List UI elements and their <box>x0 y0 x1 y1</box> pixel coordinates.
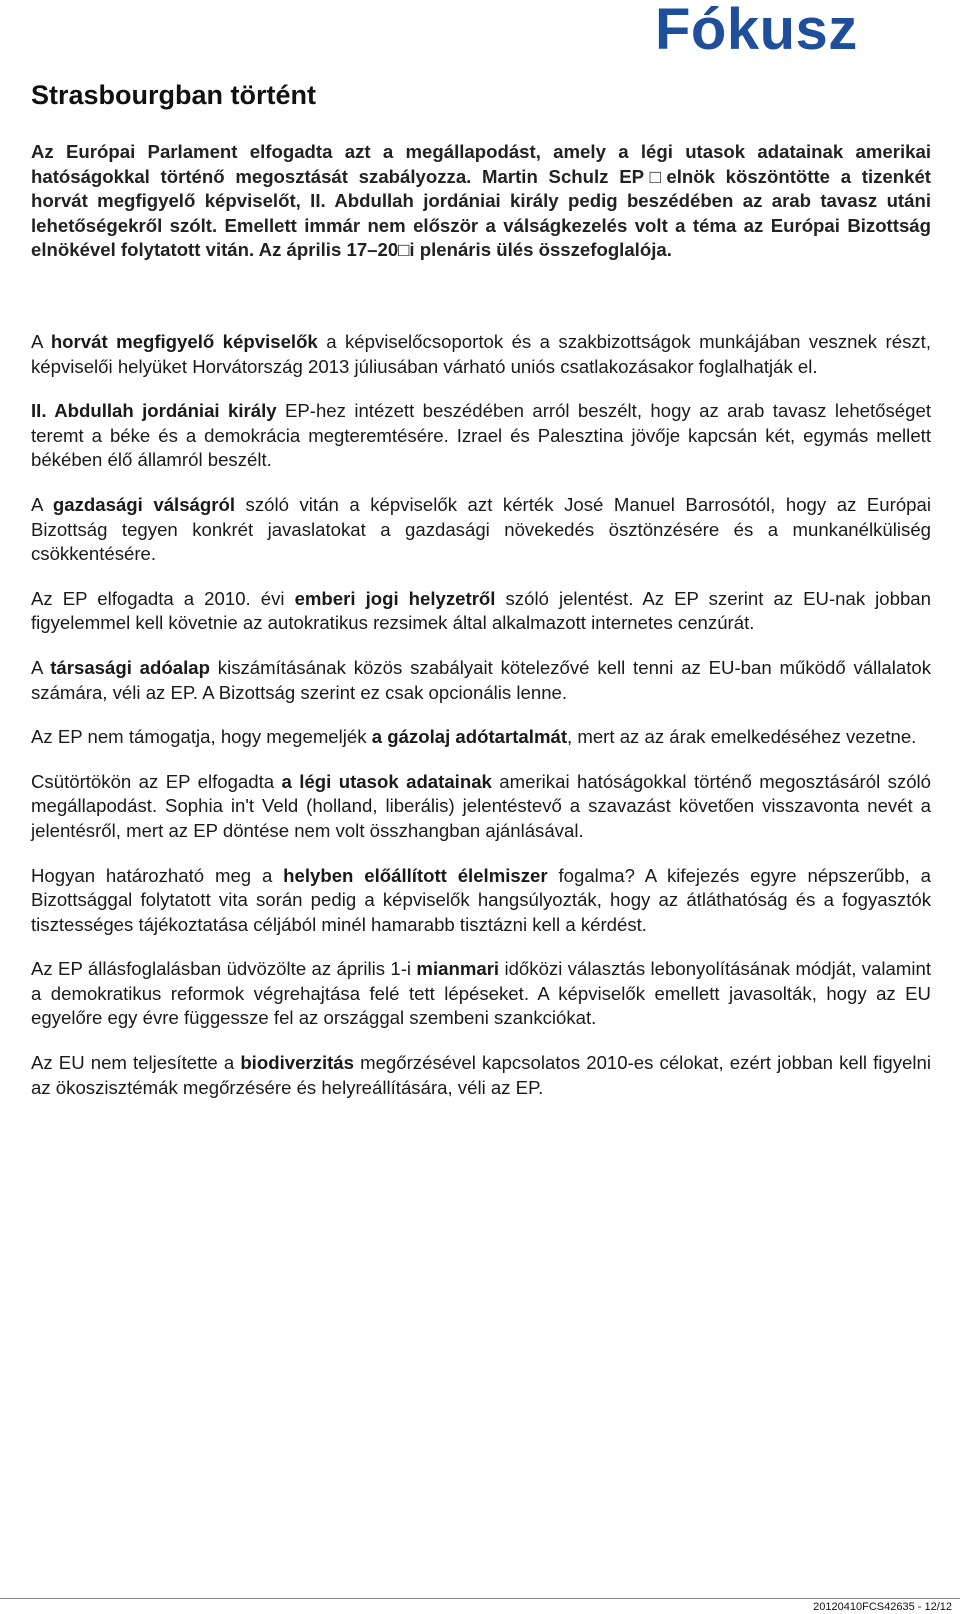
paragraph-jordan-king <box>31 399 931 473</box>
lead-paragraph: Az Európai Parlament elfogadta azt a megállapodást, amely a légi utasok adatainak amerikai hatóságokkal történő megosztását szabályozza. Martin Schulz EP□elnök köszöntötte a tizenkét horvát megfigyelő képviselőt, II. Abdullah jordániai király pedig beszédében az arab tavasz utáni lehetőségekről szólt. Emellett immár nem először a válságkezelés volt a téma az Európai Bizottság elnökével folytatott vitán. Az április 17–20□i plenáris ülés összefoglalója. <box>31 141 931 261</box>
paragraph-text: A <box>31 331 51 352</box>
paragraph-highlight: helyben előállított élelmiszer <box>283 864 548 886</box>
paragraph-text: szóló jelentést. Az EP szerint az EU-nak jobban figyelemmel kell követnie az autokratikus rezsimek által alkalmazott internetes cenzúrát. <box>31 587 931 634</box>
footer-reference: 20120410FCS42635 - 12/12 <box>813 1601 952 1613</box>
paragraph-text: amerikai hatóságokkal történő megosztásáról szóló megállapodást. Sophia in't Veld (holland, liberális) jelentéstevő a szavazást követően visszavonta nevét a jelentésről, mert az EP döntése nem volt összhangban ajánlásával. <box>31 770 932 841</box>
paragraph-text: megőrzésével kapcsolatos 2010-es célokat, ezért jobban kell figyelni az ökoszisztémák megőrzésére és helyreállítására, véli az EP. <box>31 1052 931 1098</box>
paragraph-economic-crisis <box>31 493 931 567</box>
paragraph-corporate-tax <box>31 656 931 705</box>
paragraph-diesel-tax <box>31 725 931 750</box>
paragraph-text: Az EP állásfoglalásban üdvözölte az április 1-i <box>31 958 417 980</box>
brand-title: Fókusz <box>655 0 858 62</box>
paragraph-highlight: emberi jogi helyzetről <box>294 587 496 609</box>
paragraph-highlight: gazdasági válságról <box>52 493 236 515</box>
paragraph-text: fogalma? A kifejezés egyre népszerűbb, a Bizottsággal folytatott vita során pedig a képviselők hangsúlyozták, hogy az átláthatóság és a fogyasztók tisztességes tájékoztatása céljából minél hamarabb tisztázni kell a kérdést. <box>31 864 931 935</box>
paragraph-text: Csütörtökön az EP elfogadta <box>31 770 282 792</box>
paragraph-text: kiszámításának közös szabályait kötelezővé kell tenni az EU-ban működő vállalatok számára, véli az EP. A Bizottság szerint ez csak opcionális lenne. <box>31 656 932 703</box>
paragraph-text: , mert az az árak emelkedéséhez vezetne. <box>567 726 917 748</box>
paragraph-local-food <box>31 864 931 938</box>
paragraph-text: Az EU nem teljesítette a <box>31 1052 241 1074</box>
paragraph-text: A <box>31 656 51 678</box>
paragraph-text: Hogyan határozható meg a <box>31 864 284 886</box>
paragraph-text: Az EP elfogadta a 2010. évi <box>31 587 295 609</box>
page-title: Strasbourgban történt <box>31 80 317 110</box>
paragraph-human-rights <box>31 587 931 636</box>
paragraph-text: A <box>31 493 53 515</box>
article-body <box>31 330 931 1120</box>
paragraph-passenger-data <box>31 770 931 844</box>
paragraph-text: szóló vitán a képviselők azt kérték José Manuel Barrosótól, hogy az Európai Bizottság tegyen konkrét javaslatokat a gazdasági növekedés ösztönzésére és a munkanélküliség csökkentésére. <box>31 493 931 565</box>
paragraph-highlight: társasági adóalap <box>50 656 210 678</box>
paragraph-highlight: a gázolaj adótartalmát <box>371 726 568 748</box>
paragraph-myanmar <box>31 957 931 1031</box>
paragraph-croatian-observers <box>31 330 931 379</box>
paragraph-text: Az EP nem támogatja, hogy megemeljék <box>31 726 372 748</box>
footer-divider <box>0 1598 960 1599</box>
paragraph-text: a képviselőcsoportok és a szakbizottságok munkájában vesznek részt, képviselői helyüket Horvátország 2013 júliusában várható uniós csatlakozásakor foglalhatják el. <box>31 331 932 377</box>
paragraph-highlight: mianmari <box>416 958 500 980</box>
paragraph-highlight: a légi utasok adatainak <box>281 770 492 792</box>
paragraph-highlight: biodiverzitás <box>240 1052 354 1074</box>
paragraph-text: időközi választás lebonyolításának módját, valamint a demokratikus reformok végrehajtása felé tett lépéseket. A képviselők emellett javasolták, hogy az EU egyelőre egy évre függessze fel az országgal szembeni szankciókat. <box>31 958 932 1029</box>
paragraph-text: EP-hez intézett beszédében arról beszélt, hogy az arab tavasz lehetőséget teremt a béke és a demokrácia megteremtésére. Izrael és Palesztina jövője kapcsán két, egymás mellett békében élő államról beszélt. <box>31 400 931 471</box>
paragraph-highlight: II. Abdullah jordániai király <box>31 400 277 422</box>
paragraph-biodiversity <box>31 1051 931 1100</box>
paragraph-highlight: horvát megfigyelő képviselők <box>50 331 318 352</box>
